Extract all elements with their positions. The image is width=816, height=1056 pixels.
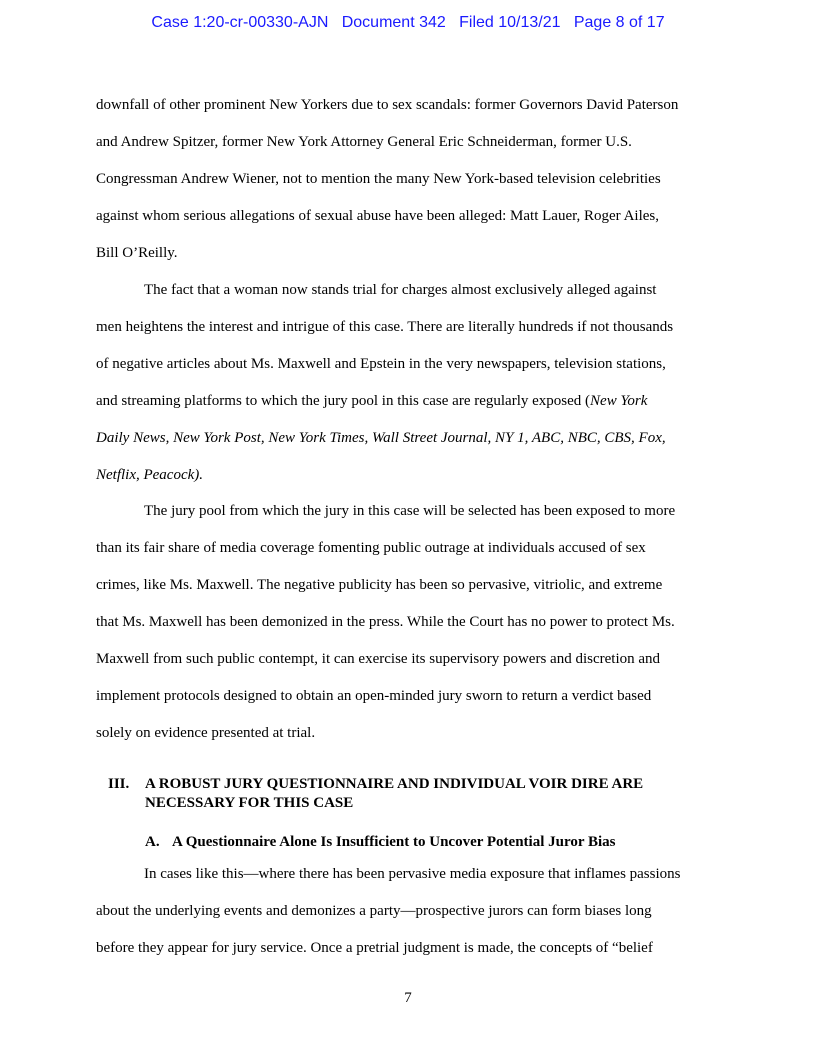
case-header: Case 1:20-cr-00330-AJN Document 342 Filed 10/13/21 Page 8 of 17 — [151, 14, 665, 31]
text-line: crimes, like Ms. Maxwell. The negative publicity has been so pervasive, vitriolic, and extreme — [96, 577, 663, 593]
text-line: Bill O’Reilly. — [96, 245, 178, 261]
text-line: The jury pool from which the jury in this case will be selected has been exposed to more — [144, 503, 676, 519]
text-segment: and streaming platforms to which the jury pool in this case are regularly exposed ( — [96, 393, 591, 409]
text-line: men heightens the interest and intrigue of this case. There are literally hundreds if not thousands — [96, 319, 674, 335]
text-line: The fact that a woman now stands trial for charges almost exclusively alleged against — [144, 282, 657, 298]
text-line: solely on evidence presented at trial. — [96, 725, 316, 741]
section-title-line: A ROBUST JURY QUESTIONNAIRE AND INDIVIDUAL VOIR DIRE ARE — [145, 776, 644, 792]
italic-media-list: Daily News, New York Post, New York Times, Wall Street Journal, NY 1, ABC, NBC, CBS, Fox, — [96, 430, 666, 446]
text-line: about the underlying events and demonizes a party—prospective jurors can form biases long — [96, 903, 652, 919]
text-line: and Andrew Spitzer, former New York Attorney General Eric Schneiderman, former U.S. — [96, 134, 632, 150]
italic-media-list: New York — [590, 393, 648, 409]
section-title-line: NECESSARY FOR THIS CASE — [145, 795, 354, 811]
page-number: 7 — [404, 990, 412, 1006]
text-line: In cases like this—where there has been pervasive media exposure that inflames passions — [144, 866, 681, 882]
text-line: downfall of other prominent New Yorkers due to sex scandals: former Governors David Paterson — [96, 97, 679, 113]
italic-media-list: Netflix, Peacock). — [96, 467, 204, 483]
section-title — [145, 775, 725, 813]
paragraph-continuation — [96, 87, 720, 272]
text-line: of negative articles about Ms. Maxwell and Epstein in the very newspapers, television stations, — [96, 356, 666, 372]
text-line: than its fair share of media coverage fomenting public outrage at individuals accused of sex — [96, 540, 646, 556]
text-line — [96, 383, 720, 420]
subsection-title: A Questionnaire Alone Is Insufficient to Uncover Potential Juror Bias — [172, 834, 616, 850]
subsection-number: A. — [145, 834, 160, 850]
text-line: against whom serious allegations of sexual abuse have been alleged: Matt Lauer, Roger Ailes, — [96, 208, 659, 224]
paragraph-woman-trial — [96, 272, 720, 494]
text-line — [96, 420, 720, 457]
text-line: implement protocols designed to obtain an open-minded jury sworn to return a verdict based — [96, 688, 652, 704]
paragraph-media-exposure — [96, 856, 720, 967]
text-line: Congressman Andrew Wiener, not to mention the many New York-based television celebrities — [96, 171, 661, 187]
text-line: before they appear for jury service. Once a pretrial judgment is made, the concepts of “belief — [96, 940, 653, 956]
text-line — [96, 457, 720, 494]
section-number: III. — [108, 776, 130, 792]
paragraph-jury-pool — [96, 493, 720, 752]
text-line: that Ms. Maxwell has been demonized in the press. While the Court has no power to protect Ms. — [96, 614, 675, 630]
text-line: Maxwell from such public contempt, it can exercise its supervisory powers and discretion and — [96, 651, 661, 667]
subsection-heading-a — [145, 833, 725, 852]
